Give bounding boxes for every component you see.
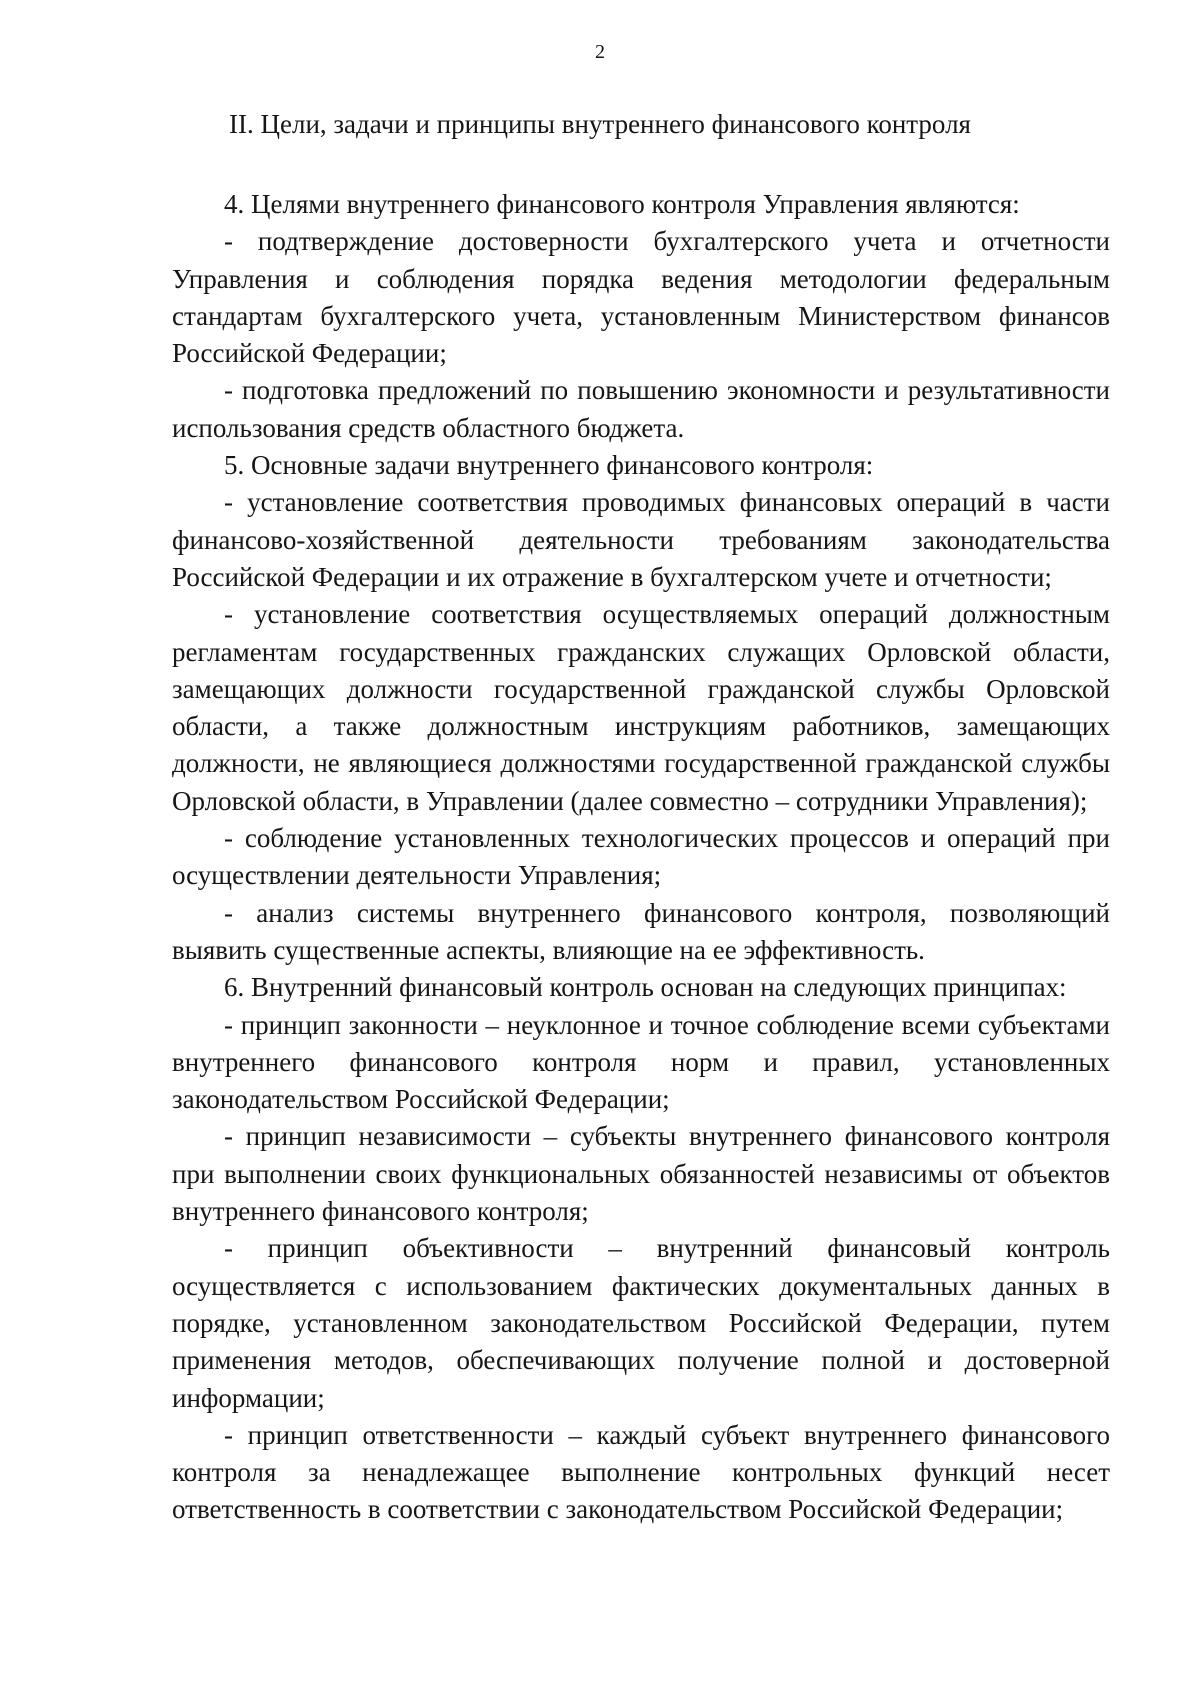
paragraph-task-regulations: - установление соответствия осуществляемых операций должностным регламентам государственных гражданских служащих Орловской области, замещающих должности государственной гражданской службы Орловской области, а также должностным инструкциям работников, замещающих должности, не являющиеся должностями государственной гражданской службы Орловской области, в Управлении (далее совместно – сотрудники Управления); [172,599,1110,816]
paragraph-goals-intro: 4. Целями внутреннего финансового контроля Управления являются: [224,189,1020,219]
paragraph-goal-efficiency: - подготовка предложений по повышению экономности и результативности использования средств областного бюджета. [172,375,1110,443]
page-number: 2 [595,41,605,63]
paragraph-tasks-intro: 5. Основные задачи внутреннего финансового контроля: [224,450,874,481]
paragraph-task-processes: - соблюдение установленных технологических процессов и операций при осуществлении деятельности Управления; [172,823,1110,891]
paragraph-principle-responsibility: - принцип ответственности – каждый субъект внутреннего финансового контроля за ненадлежащее выполнение контрольных функций несет ответственность в соответствии с законодательством Российской Федерации; [172,1419,1110,1525]
paragraph-principle-objectivity: - принцип объективности – внутренний финансовый контроль осуществляется с использованием фактических документальных данных в порядке, установленном законодательством Российской Федерации, путем применения методов, обеспечивающих получение полной и достоверной информации; [172,1233,1110,1413]
paragraph-task-analysis: - анализ системы внутреннего финансового контроля, позволяющий выявить существенные аспекты, влияющие на ее эффективность. [172,897,1110,965]
paragraph-goal-reliability: - подтверждение достоверности бухгалтерского учета и отчетности Управления и соблюдения порядка ведения методологии федеральным стандартам бухгалтерского учета, установленным Министерством финансов Российской Федерации; [172,226,1110,369]
paragraph-task-compliance: - установление соответствия проводимых финансовых операций в части финансово-хозяйственной деятельности требованиям законодательства Российской Федерации и их отражение в бухгалтерском учете и отчетности; [172,487,1110,592]
paragraph-principles-intro: 6. Внутренний финансовый контроль основан на следующих принципах: [224,972,1067,1003]
section-title: II. Цели, задачи и принципы внутреннего финансового контроля [229,109,971,139]
paragraph-principle-legality: - принцип законности – неуклонное и точное соблюдение всеми субъектами внутреннего финансового контроля норм и правил, установленных законодательством Российской Федерации; [172,1009,1110,1115]
paragraph-principle-independence: - принцип независимости – субъекты внутреннего финансового контроля при выполнении своих функциональных обязанностей независимы от объектов внутреннего финансового контроля; [172,1121,1110,1227]
document-body [172,186,1110,1529]
